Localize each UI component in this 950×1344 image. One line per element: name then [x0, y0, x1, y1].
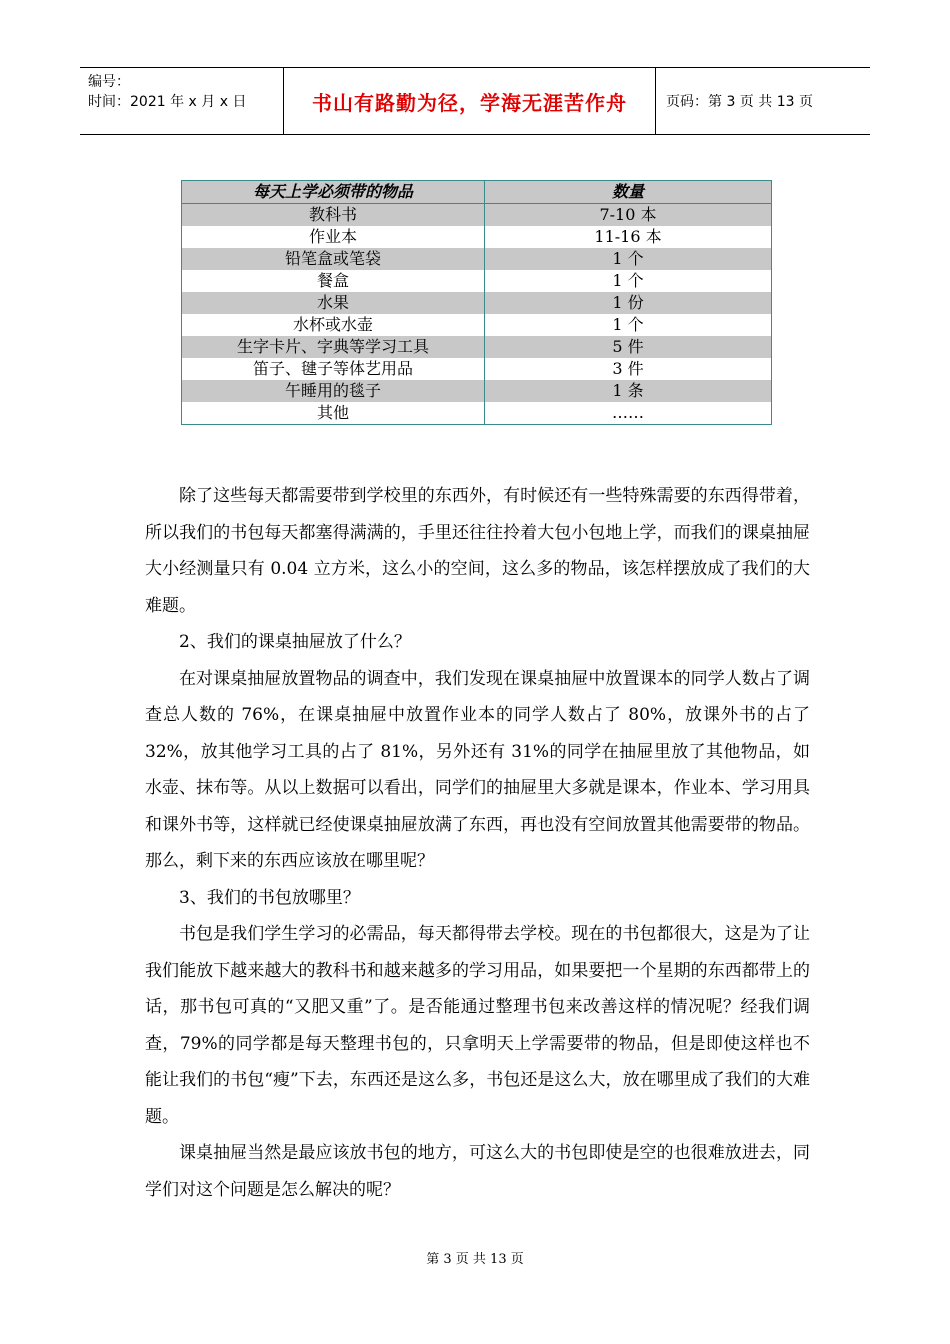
- quantity-cell: 7-10 本: [485, 204, 772, 227]
- paragraph: 除了这些每天都需要带到学校里的东西外，有时候还有一些特殊需要的东西得带着，所以我们的书包每天都塞得满满的，手里还往往拎着大包小包地上学，而我们的课桌抽屉大小经测量只有 0.04 立方米，这么小的空间，这么多的物品，该怎样摆放成了我们的大难题。: [145, 486, 810, 616]
- paragraph: 在对课桌抽屉放置物品的调查中，我们发现在课桌抽屉中放置课本的同学人数占了调查总人数的 76%，在课桌抽屉中放置作业本的同学人数占了 80%，放课外书的占了 32%，放其他学习工具的占了 81%，另外还有 31%的同学在抽屉里放了其他物品，如水壶、抹布等。从以上数据可以看出，同学们的抽屉里大多就是课本，作业本、学习用具和课外书等，这样就已经使课桌抽屉放满了东西，再也没有空间放置其他需要带的物品。那么，剩下来的东西应该放在哪里呢？: [145, 668, 810, 871]
- quantity-cell: 5 件: [485, 336, 772, 358]
- table-row: [182, 226, 772, 248]
- item-cell: 水果: [182, 292, 485, 314]
- items-table: [181, 180, 772, 425]
- table-row: [182, 380, 772, 402]
- table-row: [182, 248, 772, 270]
- quantity-cell: 1 个: [485, 314, 772, 336]
- quantity-cell: 11-16 本: [485, 226, 772, 248]
- quantity-cell: ……: [485, 402, 772, 425]
- item-cell: 作业本: [182, 226, 485, 248]
- item-cell: 水杯或水壶: [182, 314, 485, 336]
- section-heading: 3、我们的书包放哪里？: [179, 887, 360, 908]
- table-header-row: [182, 181, 772, 204]
- time-label: 时间：2021 年 x 月 x 日: [88, 94, 247, 110]
- body-text: [145, 478, 810, 1208]
- table-row: [182, 358, 772, 380]
- table-row: [182, 402, 772, 425]
- table-row: [182, 204, 772, 227]
- column-header-item: 每天上学必须带的物品: [182, 181, 485, 204]
- header-meta: [80, 68, 284, 134]
- table-row: [182, 292, 772, 314]
- page-header: [80, 67, 870, 135]
- quantity-cell: 1 个: [485, 270, 772, 292]
- table-row: [182, 336, 772, 358]
- quantity-cell: 3 件: [485, 358, 772, 380]
- number-label: 编号：: [88, 74, 130, 90]
- section-heading: 2、我们的课桌抽屉放了什么？: [179, 632, 411, 652]
- header-motto: 书山有路勤为径，学海无涯苦作舟: [284, 68, 656, 134]
- quantity-cell: 1 个: [485, 248, 772, 270]
- item-cell: 笛子、毽子等体艺用品: [182, 358, 485, 380]
- item-cell: 生字卡片、字典等学习工具: [182, 336, 485, 358]
- quantity-cell: 1 份: [485, 292, 772, 314]
- column-header-quantity: 数量: [485, 181, 772, 204]
- item-cell: 餐盒: [182, 270, 485, 292]
- paragraph: 书包是我们学生学习的必需品，每天都得带去学校。现在的书包都很大，这是为了让我们能放下越来越大的教科书和越来越多的学习用品，如果要把一个星期的东西都带上的话，那书包可真的“又肥又重”了。是否能通过整理书包来改善这样的情况呢？经我们调查，79%的同学都是每天整理书包的，只拿明天上学需要带的物品，但是即使这样也不能让我们的书包“瘦”下去，东西还是这么多，书包还是这么大，放在哪里成了我们的大难题。: [145, 924, 810, 1127]
- item-cell: 午睡用的毯子: [182, 380, 485, 402]
- table-row: [182, 270, 772, 292]
- item-cell: 其他: [182, 402, 485, 425]
- table-row: [182, 314, 772, 336]
- page-footer: 第 3 页 共 13 页: [426, 1252, 524, 1267]
- header-page-info: 页码：第 3 页 共 13 页: [666, 94, 813, 110]
- paragraph: 课桌抽屉当然是最应该放书包的地方，可这么大的书包即使是空的也很难放进去，同学们对这个问题是怎么解决的呢？: [145, 1143, 810, 1200]
- item-cell: 铅笔盒或笔袋: [182, 248, 485, 270]
- quantity-cell: 1 条: [485, 380, 772, 402]
- item-cell: 教科书: [182, 204, 485, 227]
